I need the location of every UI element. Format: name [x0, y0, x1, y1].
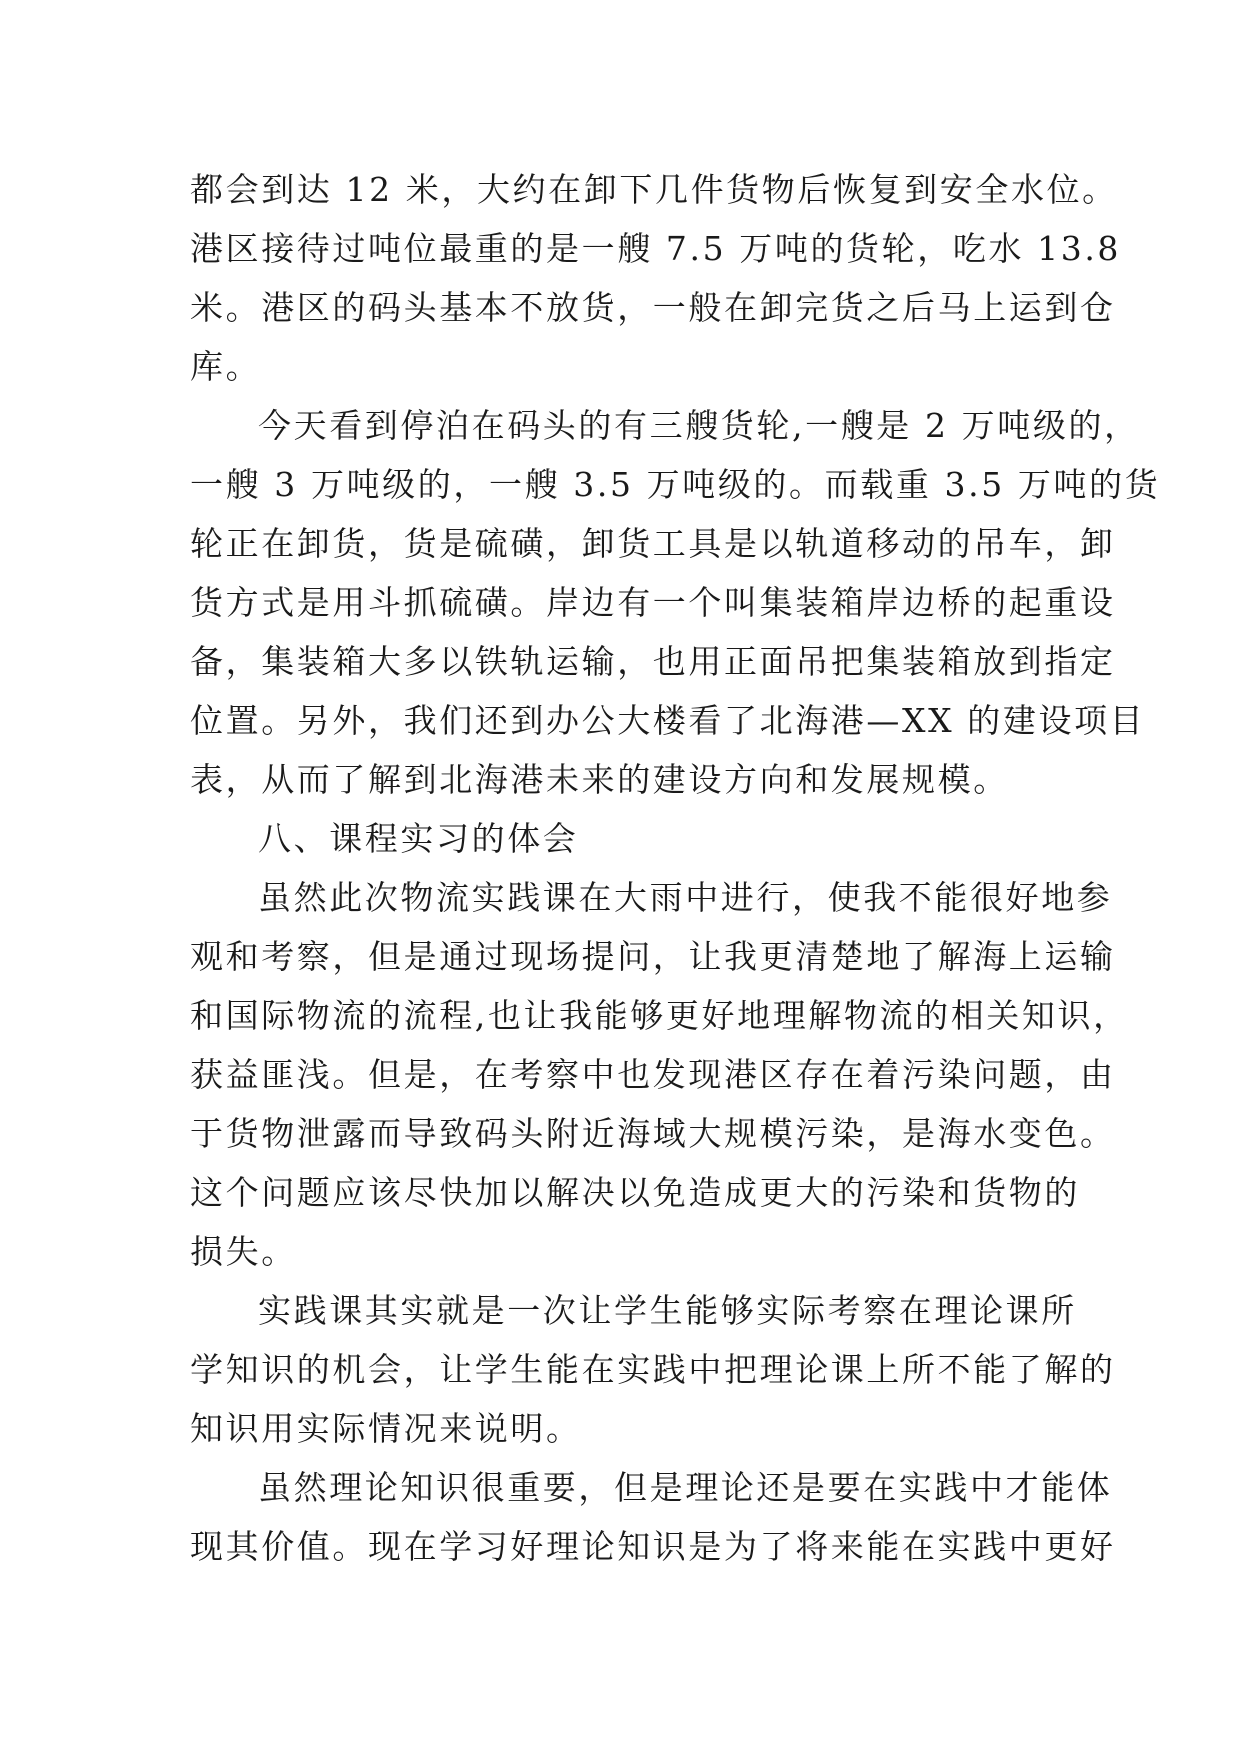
text-line: 学知识的机会，让学生能在实践中把理论课上所不能了解的	[190, 1350, 1116, 1389]
paragraph-start-line: 虽然此次物流实践课在大雨中进行，使我不能很好地参	[258, 878, 1113, 917]
text-line: 于货物泄露而导致码头附近海域大规模污染，是海水变色。	[190, 1114, 1116, 1153]
document-body	[190, 160, 1161, 1576]
text-line: 知识用实际情况来说明。	[190, 1409, 582, 1448]
text-line: 米。港区的码头基本不放货，一般在卸完货之后马上运到仓	[190, 288, 1116, 327]
text-line: 获益匪浅。但是，在考察中也发现港区存在着污染问题，由	[190, 1055, 1116, 1094]
text-line: 一艘 3 万吨级的，一艘 3.5 万吨级的。而载重 3.5 万吨的货	[190, 465, 1161, 504]
text-line: 现其价值。现在学习好理论知识是为了将来能在实践中更好	[190, 1527, 1116, 1566]
text-line: 轮正在卸货，货是硫磺，卸货工具是以轨道移动的吊车，卸	[190, 524, 1116, 563]
section-heading: 八、课程实习的体会	[258, 819, 579, 858]
text-line: 观和考察，但是通过现场提问，让我更清楚地了解海上运输	[190, 937, 1116, 976]
text-line: 库。	[190, 347, 262, 386]
text-line: 货方式是用斗抓硫磺。岸边有一个叫集装箱岸边桥的起重设	[190, 583, 1116, 622]
text-line: 表，从而了解到北海港未来的建设方向和发展规模。	[190, 760, 1009, 799]
text-line: 港区接待过吨位最重的是一艘 7.5 万吨的货轮，吃水 13.8	[190, 229, 1122, 268]
text-line: 这个问题应该尽快加以解决以免造成更大的污染和货物的	[190, 1173, 1080, 1212]
text-line: 位置。另外，我们还到办公大楼看了北海港—XX 的建设项目	[190, 701, 1146, 740]
paragraph-start-line: 实践课其实就是一次让学生能够实际考察在理论课所	[258, 1291, 1077, 1330]
text-line: 都会到达 12 米，大约在卸下几件货物后恢复到安全水位。	[190, 170, 1118, 209]
text-line: 损失。	[190, 1232, 297, 1271]
text-line: 备，集装箱大多以铁轨运输，也用正面吊把集装箱放到指定	[190, 642, 1116, 681]
paragraph-start-line: 今天看到停泊在码头的有三艘货轮,一艘是 2 万吨级的，	[258, 406, 1140, 445]
paragraph-start-line: 虽然理论知识很重要，但是理论还是要在实践中才能体	[258, 1468, 1113, 1507]
text-line: 和国际物流的流程,也让我能够更好地理解物流的相关知识，	[190, 996, 1129, 1035]
